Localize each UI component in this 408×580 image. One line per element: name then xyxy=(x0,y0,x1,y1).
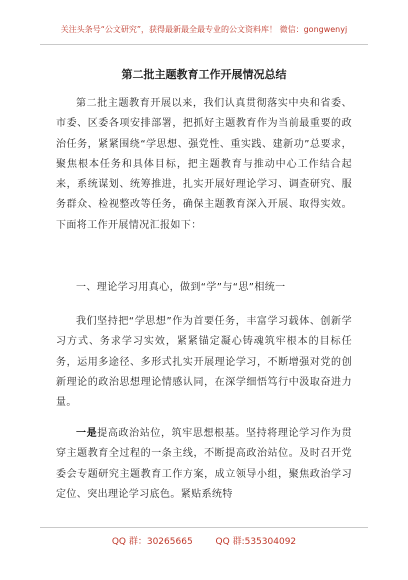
paragraph-3-text: 提高政治站位，筑牢思想根基。坚持将理论学习作为贯穿主题教育全过程的一条主线，不断提高政治站位。及时召开党委会专题研究主题教育工作方案，成立领导小组，聚焦政治学习定位、突出理论学习底色。紧贴系统特 xyxy=(56,428,352,500)
body-paragraph-3 xyxy=(56,424,352,505)
section-heading-1: 一、理论学习用真心，做到“学”与“思”相统一 xyxy=(76,282,286,293)
footer-divider xyxy=(40,527,368,528)
header-banner: 关注头条号“公文研究”，获得最新最全最专业的公文资料库！ 微信：gongwenyj xyxy=(60,25,348,34)
paragraph-lead-marker: 一是 xyxy=(76,428,98,439)
document-title: 第二批主题教育工作开展情况总结 xyxy=(121,68,287,81)
header-divider xyxy=(40,44,368,45)
footer-qq-group-2: QQ 群:535304092 xyxy=(215,537,297,547)
body-paragraph-2: 我们坚持把“学思想”作为首要任务，丰富学习载体、创新学习方式、务求学习实效，紧紧锚定凝心铸魂筑牢根本的目标任务，运用多途径、多形式扎实开展理论学习，不断增强对党的创新理论的政治思想理论情感认同，在深学细悟笃行中汲取奋进力量。 xyxy=(56,316,352,409)
footer-qq-group-1: QQ 群：30265665 xyxy=(111,537,193,547)
body-paragraph-intro: 第二批主题教育开展以来，我们认真贯彻落实中央和省委、市委、区委各项安排部署，把抓好主题教育作为当前最重要的政治任务，紧紧围绕“学思想、强党性、重实践、建新功”总要求，聚焦根本任务和具体目标，把主题教育与推动中心工作结合起来，系统谋划、统筹推进，扎实开展好理论学习、调查研究、服务群众、检视整改等任务，确保主题教育深入开展、取得实效。下面将工作开展情况汇报如下： xyxy=(56,98,352,231)
footer xyxy=(0,534,408,547)
